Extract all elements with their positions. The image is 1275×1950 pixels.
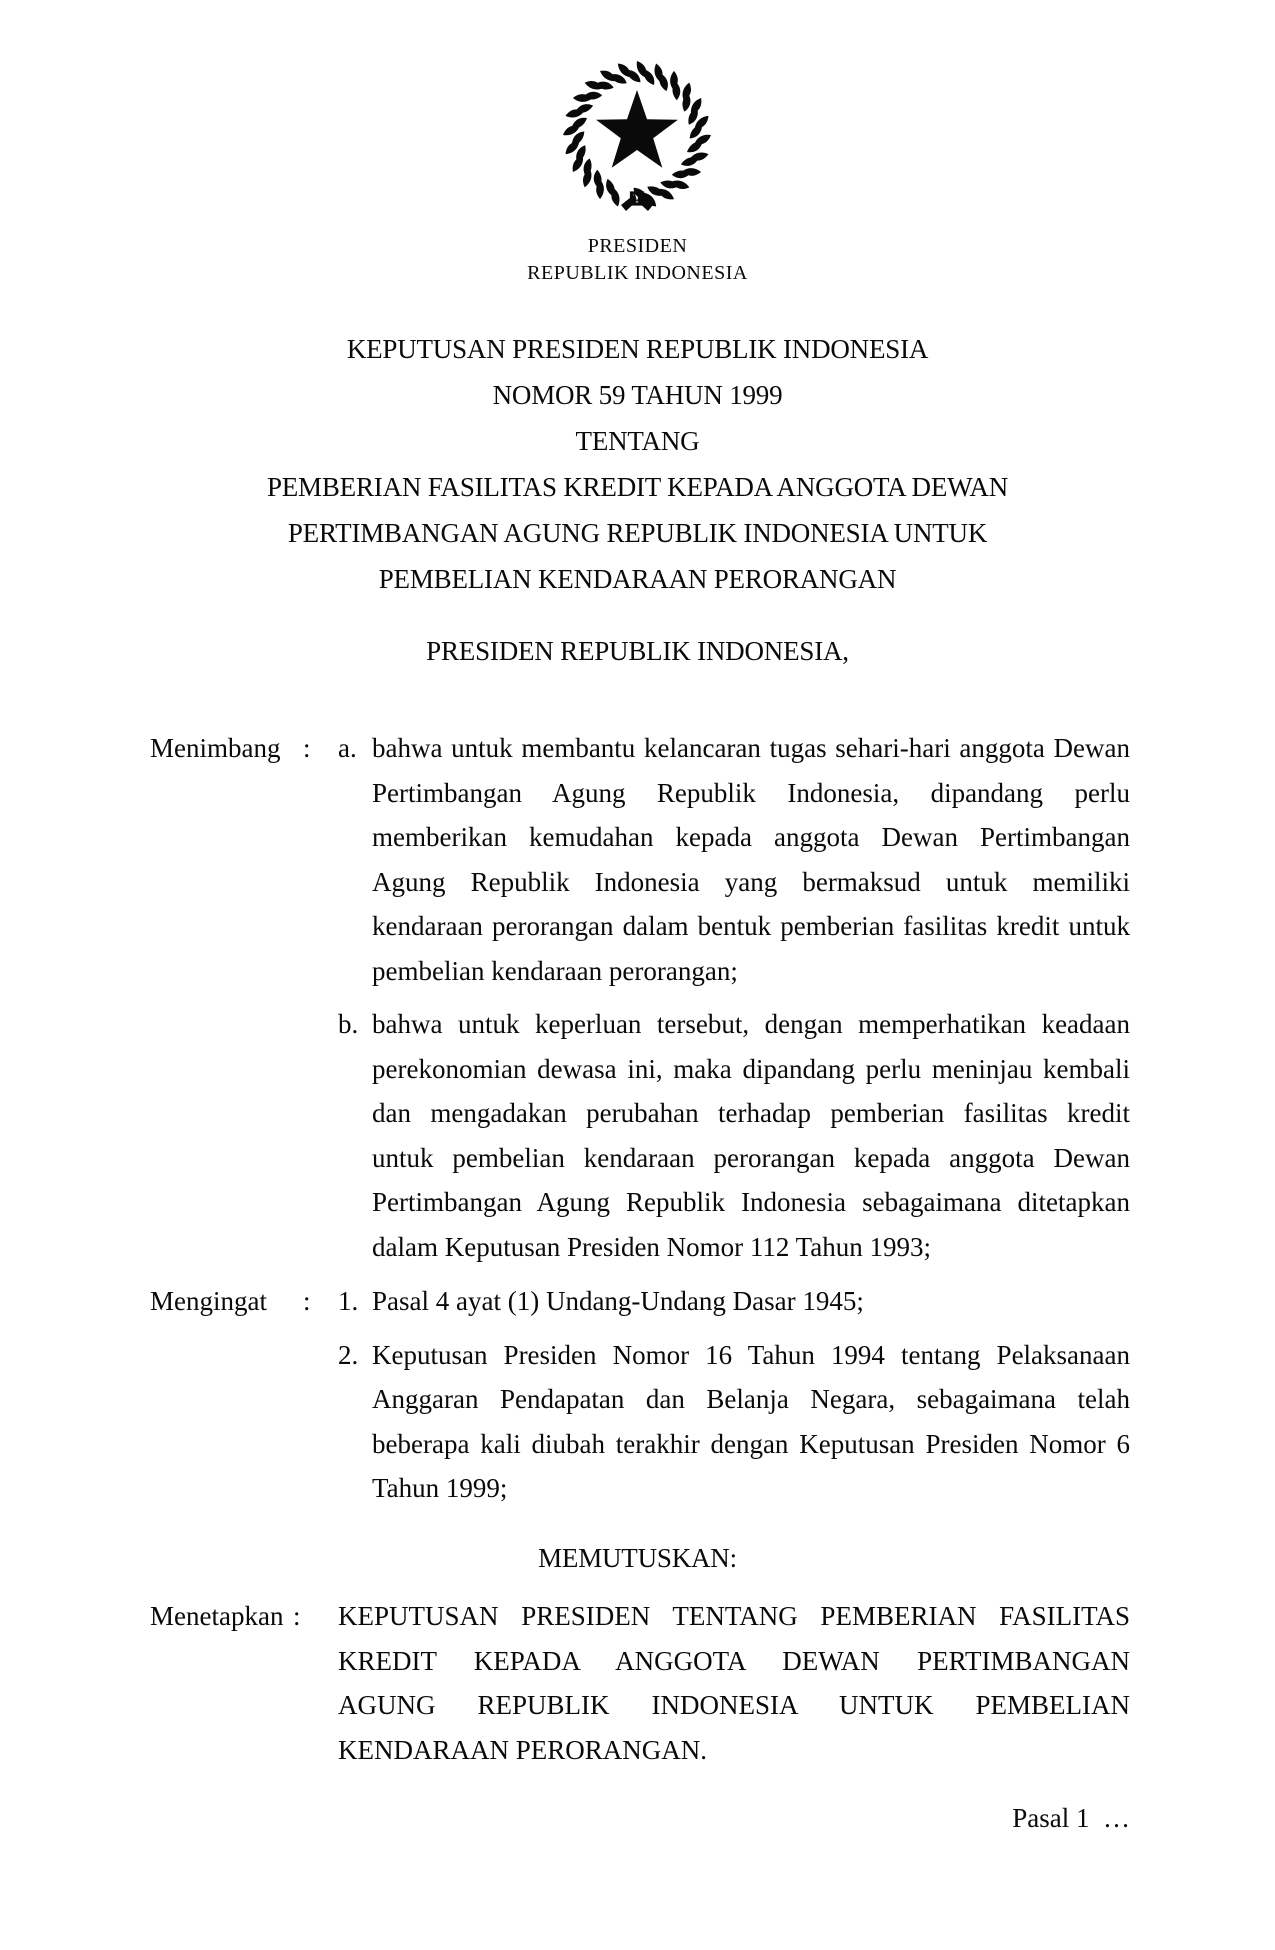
text-line: dan mengadakan perubahan terhadap pemberian fasilitas kredit — [372, 1098, 1130, 1128]
legal-basis-colon: : — [303, 1286, 311, 1316]
star — [596, 90, 678, 168]
title-line: KEPUTUSAN PRESIDEN REPUBLIK INDONESIA — [346, 334, 929, 364]
consideration-item-b — [338, 1002, 1130, 1269]
presidential-seal-icon — [557, 55, 717, 215]
org-name-line1: PRESIDEN — [587, 235, 688, 257]
text-line: kendaraan perorangan dalam bentuk pemberian fasilitas kredit untuk — [372, 911, 1130, 941]
text-line: Pertimbangan Agung Republik Indonesia, dipandang perlu — [372, 777, 1130, 808]
enactment-body — [338, 1594, 1130, 1772]
enactment-colon: : — [293, 1601, 301, 1631]
text-line: AGUNG REPUBLIK INDONESIA UNTUK PEMBELIAN — [338, 1690, 1130, 1720]
legal-basis-label: Mengingat — [150, 1286, 267, 1316]
salutation: PRESIDEN REPUBLIK INDONESIA, — [426, 636, 849, 666]
title-line: PERTIMBANGAN AGUNG REPUBLIK INDONESIA UNTUK — [287, 518, 988, 548]
text-line: pembelian kendaraan perorangan; — [372, 955, 738, 986]
text-line: perekonomian dewasa ini, maka dipandang perlu meninjau kembali — [372, 1053, 1130, 1084]
consideration-item-a — [338, 726, 1130, 993]
text-line: memberikan kemudahan kepada anggota Dewan Pertimbangan — [372, 822, 1130, 852]
title-line: PEMBERIAN FASILITAS KREDIT KEPADA ANGGOTA DEWAN — [266, 472, 1009, 502]
text-line: beberapa kali diubah terakhir dengan Keputusan Presiden Nomor 6 — [372, 1428, 1130, 1459]
item-marker: 1. — [338, 1286, 359, 1316]
text-line: KEPUTUSAN PRESIDEN TENTANG PEMBERIAN FASILITAS — [338, 1601, 1130, 1631]
title-line: PEMBELIAN KENDARAAN PERORANGAN — [378, 564, 897, 594]
item-marker: a. — [338, 733, 357, 763]
text-line: bahwa untuk membantu kelancaran tugas sehari-hari anggota Dewan — [372, 733, 1130, 763]
text-line: KREDIT KEPADA ANGGOTA DEWAN PERTIMBANGAN — [338, 1645, 1130, 1676]
text-line: Keputusan Presiden Nomor 16 Tahun 1994 tentang Pelaksanaan — [372, 1339, 1130, 1370]
item-marker: 2. — [338, 1339, 359, 1370]
item-marker: b. — [338, 1009, 359, 1039]
enactment-label: Menetapkan — [150, 1601, 284, 1631]
decision-heading: MEMUTUSKAN: — [538, 1543, 737, 1573]
legal-basis-item-1 — [338, 1279, 1130, 1324]
title-line: NOMOR 59 TAHUN 1999 — [492, 380, 783, 410]
text-line: untuk pembelian kendaraan perorangan kepada anggota Dewan — [372, 1142, 1130, 1173]
text-line: dalam Keputusan Presiden Nomor 112 Tahun 1993; — [372, 1231, 932, 1262]
text-line: KENDARAAN PERORANGAN. — [338, 1734, 708, 1765]
text-line: Pasal 4 ayat (1) Undang-Undang Dasar 1945; — [372, 1286, 864, 1316]
considerations-colon: : — [303, 733, 311, 763]
text-line: Agung Republik Indonesia yang bermaksud untuk memiliki — [372, 866, 1130, 897]
text-line: bahwa untuk keperluan tersebut, dengan memperhatikan keadaan — [372, 1009, 1130, 1039]
catchword-pasal-1: Pasal 1 … — [1012, 1803, 1130, 1833]
text-line: Tahun 1999; — [372, 1473, 508, 1503]
letterhead — [0, 233, 1275, 287]
text-line: Anggaran Pendapatan dan Belanja Negara, sebagaimana telah — [372, 1384, 1130, 1414]
considerations-label: Menimbang — [150, 733, 281, 763]
document-title — [0, 326, 1275, 602]
text-line: Pertimbangan Agung Republik Indonesia sebagaimana ditetapkan — [372, 1187, 1130, 1217]
legal-basis-item-2 — [338, 1333, 1130, 1511]
title-line: TENTANG — [575, 426, 700, 456]
org-name-line2: REPUBLIK INDONESIA — [527, 262, 748, 284]
